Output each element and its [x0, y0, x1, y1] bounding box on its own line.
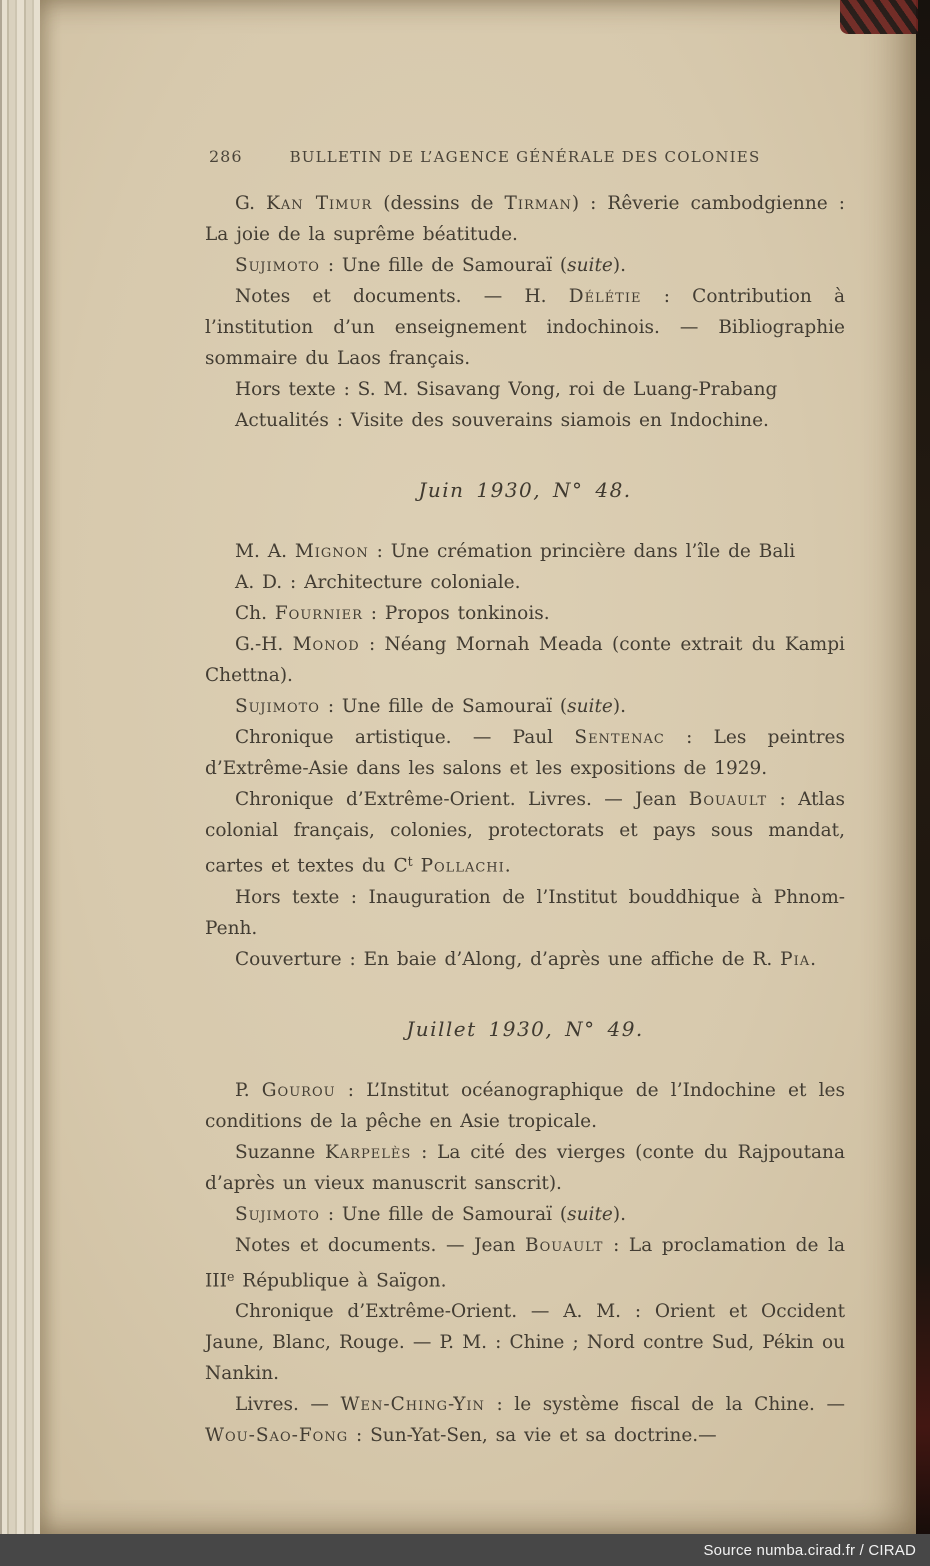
text-segment: suite	[567, 696, 613, 717]
text-segment: .	[810, 948, 817, 970]
text-segment: : Propos tonkinois.	[362, 603, 550, 624]
paragraph	[205, 1230, 845, 1297]
text-segment: Karpelès	[324, 1141, 412, 1163]
text-segment: P.	[235, 1079, 262, 1101]
text-segment: Sentenac	[574, 727, 665, 748]
text-segment: Hors texte : Inauguration de l’Institut bouddhique à Phnom-Penh.	[205, 886, 845, 939]
text-segment: Ch.	[235, 603, 275, 624]
text-segment: G.-H.	[235, 634, 293, 655]
page-edges	[0, 0, 40, 1534]
text-segment: M. A.	[235, 541, 295, 562]
text-segment: Gourou	[261, 1079, 336, 1101]
text-segment: e	[226, 1268, 235, 1284]
text-segment: : La proclamation de la III	[205, 1234, 845, 1292]
text-segment: ).	[612, 1203, 626, 1225]
text-segment: ).	[612, 696, 626, 717]
book-cover-edge	[916, 0, 930, 1534]
text-segment: Pia	[780, 948, 811, 970]
running-title: BULLETIN DE L’AGENCE GÉNÉRALE DES COLONIES	[289, 148, 761, 166]
text-segment: Sujimoto	[235, 1203, 320, 1225]
paragraph	[205, 250, 845, 281]
paragraph	[205, 536, 845, 567]
page-header	[205, 148, 845, 166]
text-segment: Mignon	[294, 541, 369, 562]
text-segment: Chronique d’Extrême-Orient. — A. M. : Orient et Occident Jaune, Blanc, Rouge. — P. M. : Chine ; Nord contre Sud, Pékin ou Nankin.	[205, 1301, 845, 1385]
text-segment: Notes et documents. — H.	[235, 286, 569, 307]
text-segment: Tirman	[504, 193, 572, 214]
text-segment: : Néang Mornah Meada (conte extrait du Kampi Chettna).	[205, 634, 845, 686]
paragraph	[205, 944, 845, 975]
text-segment: Chronique d’Extrême-Orient. Livres. — Jean	[235, 789, 689, 810]
text-segment: Actualités : Visite des souverains siamois en Indochine.	[235, 410, 769, 431]
source-attribution: Source numba.cirad.fr / CIRAD	[703, 1541, 916, 1559]
text-segment: Wen-Ching-Yin	[340, 1394, 485, 1416]
paragraph	[205, 722, 845, 784]
text-segment: Bouault	[688, 789, 768, 810]
text-segment: Kan Timur	[266, 193, 373, 214]
text-segment: Wou-Sao-Fong	[205, 1425, 349, 1447]
text-segment: Monod	[292, 634, 360, 655]
paragraph	[205, 1389, 845, 1451]
paragraph	[205, 281, 845, 374]
text-segment: .	[504, 855, 511, 877]
text-segment: : L’Institut océanographique de l’Indochine et les conditions de la pêche en Asie tropicale.	[205, 1079, 845, 1132]
paragraph	[205, 629, 845, 691]
text-segment: (dessins de	[372, 193, 505, 214]
paragraph	[205, 567, 845, 598]
text-segment: : Une fille de Samouraï (	[319, 1203, 568, 1225]
page-body	[205, 148, 845, 1494]
text-segment: : Une fille de Samouraï (	[319, 696, 568, 717]
text-segment: ).	[612, 255, 626, 276]
text-segment: suite	[567, 1203, 613, 1225]
issue-heading: Juillet 1930, N° 49.	[406, 1016, 644, 1041]
text-segment: Sujimoto	[235, 255, 320, 276]
paragraph	[205, 691, 845, 722]
text-segment: Délétie	[568, 286, 642, 307]
text-segment: : Une crémation princière dans l’île de Bali	[368, 541, 796, 562]
page-number: 286	[209, 147, 243, 166]
text-segment: ) : Rêverie cambodgienne : La joie de la suprême béatitude.	[205, 193, 845, 245]
text-segment: : Une fille de Samouraï (	[319, 255, 568, 276]
text-segment: Sujimoto	[235, 696, 320, 717]
paragraph	[205, 188, 845, 250]
paragraph	[205, 1075, 845, 1137]
text-segment: G.	[235, 193, 267, 214]
book-page	[40, 0, 916, 1534]
paragraph	[205, 784, 845, 882]
paragraph	[205, 598, 845, 629]
text-segment: t	[407, 854, 413, 869]
text-segment: : le système fiscal de la Chine. —	[484, 1394, 845, 1416]
text-segment: Suzanne	[235, 1141, 325, 1163]
text-segment: A. D. : Architecture coloniale.	[235, 572, 521, 593]
text-segment: Notes et documents. — Jean	[235, 1234, 526, 1256]
text-segment: Fournier	[274, 603, 363, 624]
paragraph	[205, 882, 845, 944]
text-segment: Bouault	[525, 1234, 604, 1256]
text-segment: Livres. —	[235, 1394, 341, 1416]
text-segment: suite	[567, 255, 613, 276]
text-segment	[413, 856, 421, 877]
text-segment: : Atlas colonial français, colonies, protectorats et pays sous mandat, cartes et textes du C	[205, 789, 845, 877]
issue-heading: Juin 1930, N° 48.	[418, 478, 632, 502]
text-segment: : Les peintres d’Extrême-Asie dans les salons et les expositions de 1929.	[205, 727, 845, 779]
paragraph	[205, 374, 845, 405]
book-headband	[840, 0, 918, 34]
text-segment: : Sun-Yat-Sen, sa vie et sa doctrine.—	[348, 1425, 717, 1447]
page-content	[205, 188, 845, 1451]
text-segment: : Contribution à l’institution d’un enseignement indochinois. — Bibliographie sommaire du Laos français.	[205, 286, 846, 369]
text-segment: Chronique artistique. — Paul	[235, 727, 575, 748]
text-segment: Pollachi	[420, 855, 505, 877]
paragraph	[205, 1199, 845, 1230]
paragraph	[205, 405, 845, 436]
text-segment: Couverture : En baie d’Along, d’après une affiche de R.	[235, 948, 781, 970]
text-segment: République à Saïgon.	[234, 1270, 447, 1292]
paragraph	[205, 1137, 845, 1199]
text-segment: Hors texte : S. M. Sisavang Vong, roi de Luang-Prabang	[235, 379, 778, 400]
source-bar	[0, 1534, 930, 1566]
paragraph	[205, 1296, 845, 1389]
text-segment: : La cité des vierges (conte du Rajpoutana d’après un vieux manuscrit sanscrit).	[205, 1141, 845, 1194]
